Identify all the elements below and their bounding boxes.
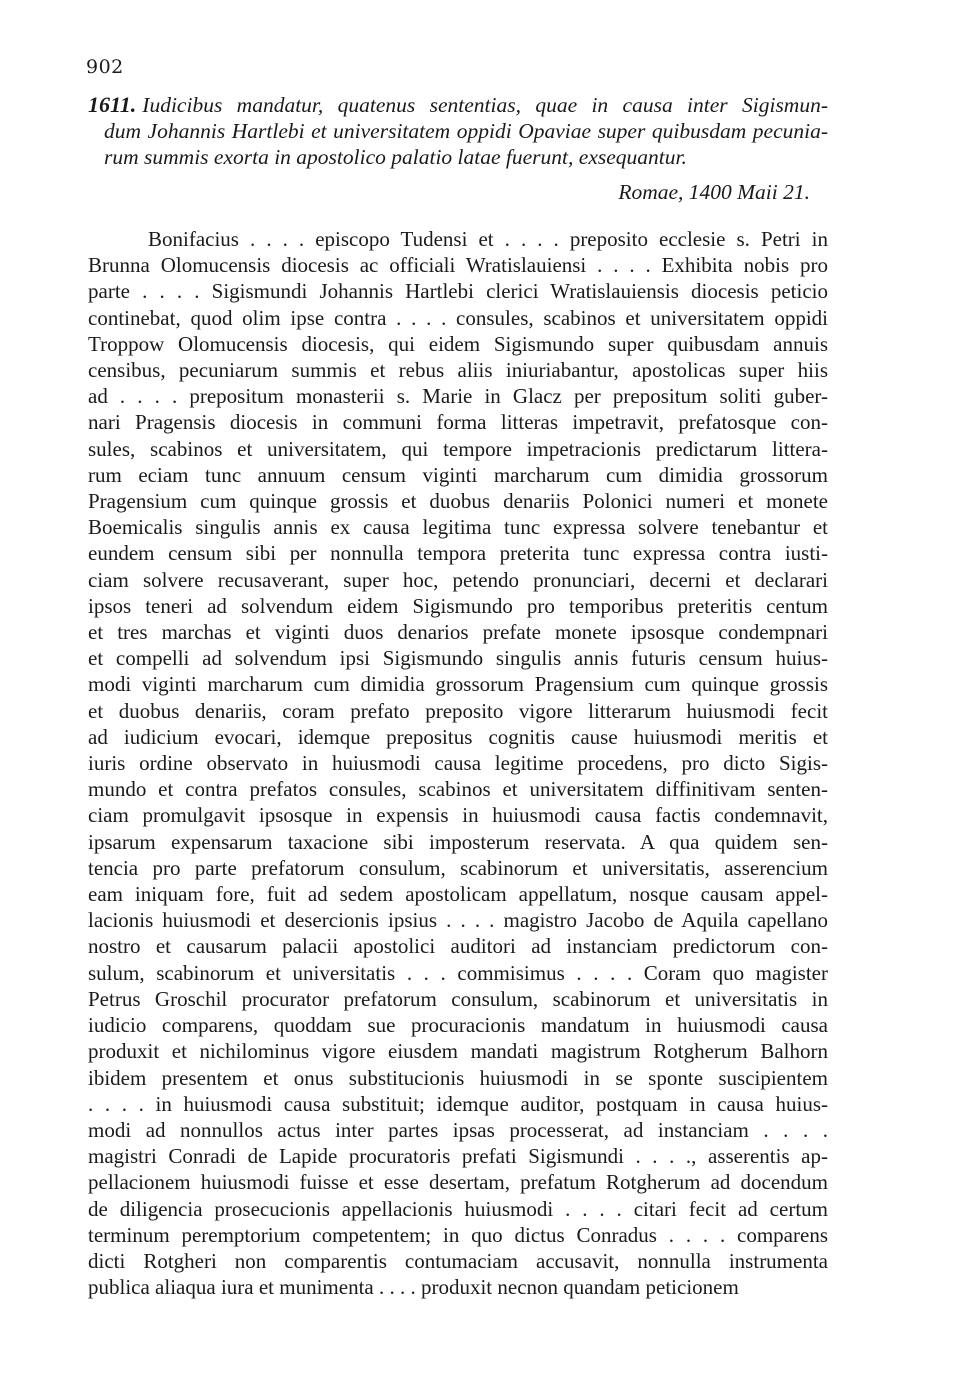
body-line: magistri Conradi de Lapide procuratoris prefati Sigismundi . . . ., asserentis ap- <box>88 1144 828 1169</box>
body-line: et duobus denariis, coram prefato preposito vigore litterarum huiusmodi fecit <box>88 698 828 723</box>
summary-line: rum summis exorta in apostolico palatio latae fuerunt, exsequantur. <box>104 145 687 169</box>
body-line: Troppow Olomucensis diocesis, qui eidem Sigismundo super quibusdam annuis <box>88 331 828 356</box>
body-line: terminum peremptorium competentem; in quo dictus Conradus . . . . comparens <box>88 1222 828 1247</box>
summary-line <box>88 92 828 118</box>
body-line: continebat, quod olim ipse contra . . . . consules, scabinos et universitatem oppidi <box>88 305 828 330</box>
body-line: eam iniquam fore, fuit ad sedem apostolicam appellatum, nosque causam appel- <box>88 882 828 907</box>
date-line: Romae, 1400 Maii 21. <box>618 180 810 204</box>
body-line: nari Pragensis diocesis in communi forma litteras impetravit, prefatosque con- <box>88 410 828 435</box>
body-line: ad iudicium evocari, idemque prepositus cognitis cause huiusmodi meritis et <box>88 724 828 749</box>
body-line: iuris ordine observato in huiusmodi causa legitime procedens, pro dicto Sigis- <box>88 751 828 776</box>
body-line: tencia pro parte prefatorum consulum, scabinorum et universitatis, asserencium <box>88 855 828 880</box>
body-line: Petrus Groschil procurator prefatorum consulum, scabinorum et universitatis in <box>88 986 828 1011</box>
body-line: ipsos teneri ad solvendum eidem Sigismundo pro temporibus preteritis centum <box>88 593 828 618</box>
body-line: sules, scabinos et universitatem, qui tempore impetracionis predictarum littera- <box>88 436 828 461</box>
document-summary <box>88 92 828 170</box>
body-line: Brunna Olomucensis diocesis ac officiali Wratislauiensi . . . . Exhibita nobis pro <box>88 253 828 278</box>
body-line: rum eciam tunc annuum censum viginti marcharum cum dimidia grossorum <box>88 462 828 487</box>
page-number: 902 <box>86 56 124 78</box>
body-line: . . . . in huiusmodi causa substituit; idemque auditor, postquam in causa huius- <box>88 1091 828 1116</box>
body-line: et compelli ad solvendum ipsi Sigismundo singulis annis futuris censum huius- <box>88 646 828 671</box>
body-line: sulum, scabinorum et universitatis . . . commisimus . . . . Coram quo magister <box>88 960 828 985</box>
body-line: et tres marchas et viginti duos denarios prefate monete ipsosque condempnari <box>88 620 828 645</box>
body-line: ibidem presentem et onus substitucionis huiusmodi in se sponte suscipientem <box>88 1065 828 1090</box>
summary-line-text: Iudicibus mandatur, quatenus sententias, quae in causa inter Sigismun- <box>142 93 828 117</box>
body-text <box>88 226 828 1300</box>
body-line: de diligencia prosecucionis appellacionis huiusmodi . . . . citari fecit ad certum <box>88 1196 828 1221</box>
body-line: modi ad nonnullos actus inter partes ipsas processerat, ad instanciam . . . . <box>88 1117 828 1142</box>
body-line: ipsarum expensarum taxacione sibi imposterum reservata. A qua quidem sen- <box>88 829 828 854</box>
body-line: modi viginti marcharum cum dimidia grossorum Pragensium cum quinque grossis <box>88 672 828 697</box>
body-line: iudicio comparens, quoddam sue procuracionis mandatum in huiusmodi causa <box>88 1013 828 1038</box>
body-line: ciam solvere recusaverant, super hoc, petendo pronunciari, decerni et declarari <box>88 567 828 592</box>
body-line: Pragensium cum quinque grossis et duobus denariis Polonici numeri et monete <box>88 489 828 514</box>
body-line: lacionis huiusmodi et desercionis ipsius . . . . magistro Jacobo de Aquila capellano <box>88 908 828 933</box>
body-line: censibus, pecuniarum summis et rebus aliis iniuriabantur, apostolicas super hiis <box>88 358 828 383</box>
body-line: eundem censum sibi per nonnulla tempora preterita tunc expressa contra iusti- <box>88 541 828 566</box>
body-line: nostro et causarum palacii apostolici auditori ad instanciam predictorum con- <box>88 934 828 959</box>
document-number: 1611. <box>88 92 137 117</box>
body-line: dicti Rotgheri non comparentis contumaciam accusavit, nonnulla instrumenta <box>88 1248 828 1273</box>
body-line: parte . . . . Sigismundi Johannis Hartlebi clerici Wratislauiensis diocesis peticio <box>88 279 828 304</box>
body-line: Boemicalis singulis annis ex causa legitima tunc expressa solvere tenebantur et <box>88 515 828 540</box>
body-line: Bonifacius . . . . episcopo Tudensi et . . . . preposito ecclesie s. Petri in <box>148 227 828 251</box>
body-line: pellacionem huiusmodi fuisse et esse desertam, prefatum Rotgherum ad docendum <box>88 1170 828 1195</box>
body-line: produxit et nichilominus vigore eiusdem mandati magistrum Rotgherum Balhorn <box>88 1039 828 1064</box>
body-line: ad . . . . prepositum monasterii s. Marie in Glacz per prepositum soliti guber- <box>88 384 828 409</box>
body-line: publica aliaqua iura et munimenta . . . . produxit necnon quandam peticionem <box>88 1275 739 1300</box>
body-line: ciam promulgavit ipsosque in expensis in huiusmodi causa factis condemnavit, <box>88 803 828 828</box>
body-line: mundo et contra prefatos consules, scabinos et universitatem diffinitivam senten- <box>88 777 828 802</box>
summary-line: dum Johannis Hartlebi et universitatem oppidi Opaviae super quibusdam pecunia- <box>104 119 828 143</box>
